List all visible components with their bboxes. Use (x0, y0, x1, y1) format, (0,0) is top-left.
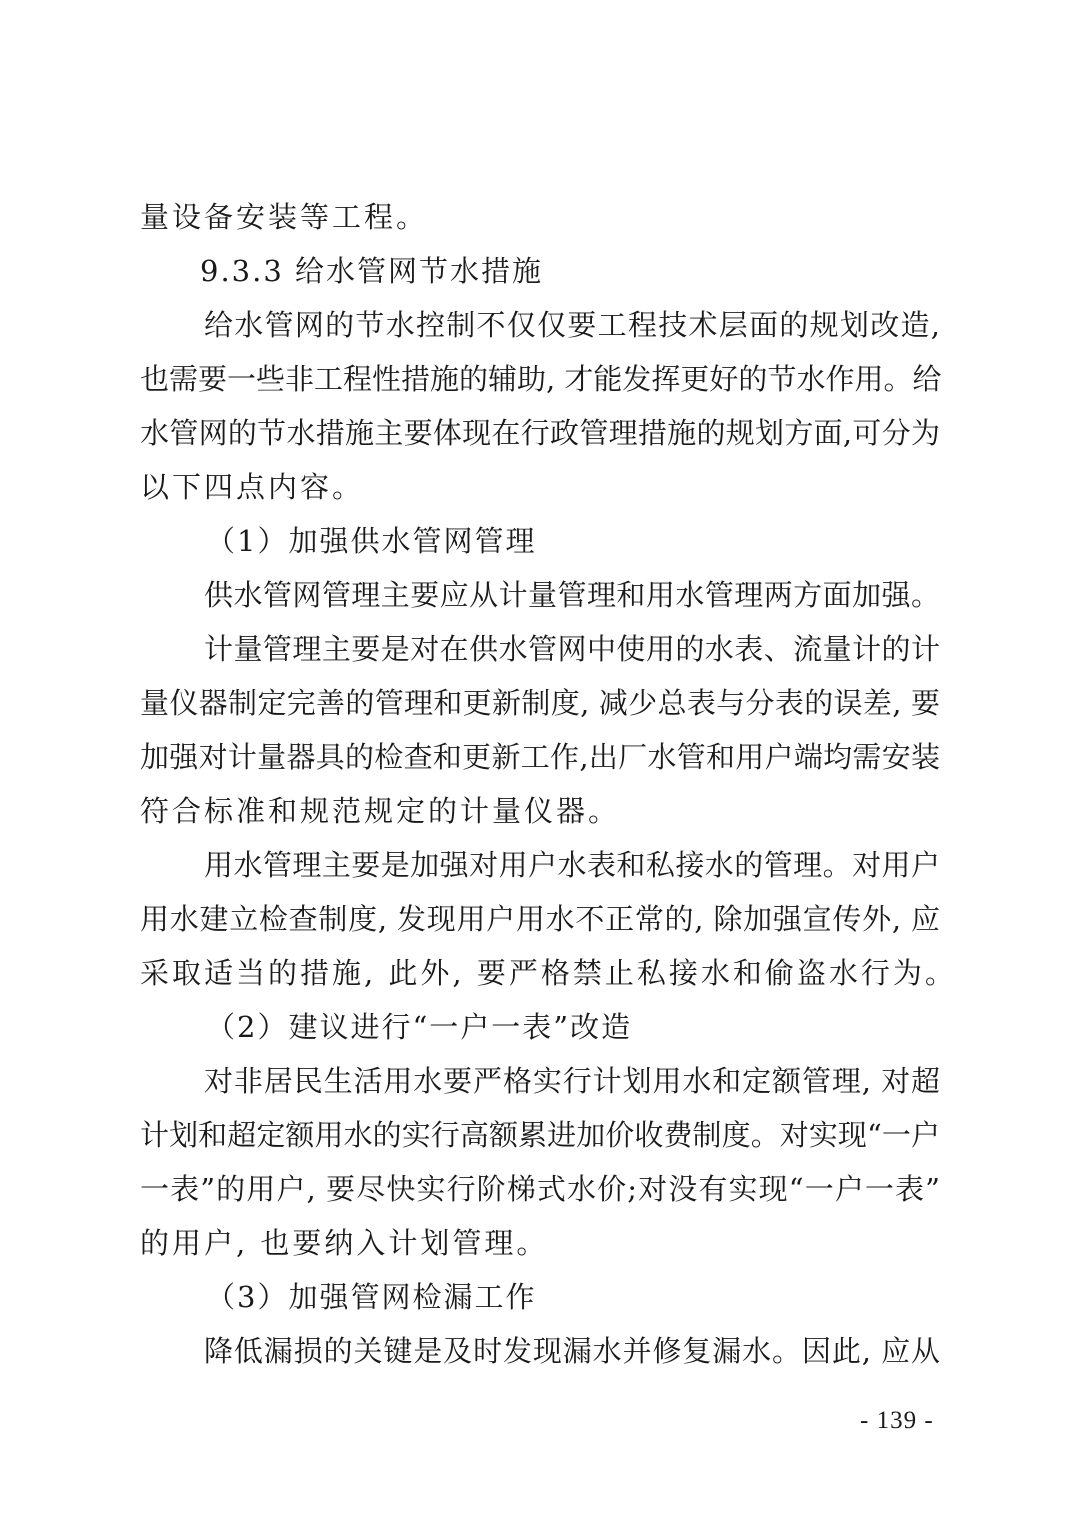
paragraph-line: 计量管理主要是对在供水管网中使用的水表、流量计的计 (204, 632, 940, 666)
subsection-heading: （1）加强供水管网管理 (206, 524, 537, 558)
paragraph-line: 采取适当的措施, 此外, 要严格禁止私接水和偷盗水行为。 (140, 956, 957, 990)
paragraph-line: 量设备安装等工程。 (140, 200, 429, 234)
paragraph-line: 用水建立检查制度, 发现用户用水不正常的, 除加强宣传外, 应 (140, 902, 940, 936)
paragraph-line: 供水管网管理主要应从计量管理和用水管理两方面加强。 (204, 578, 940, 612)
page-number: - 139 - (860, 1407, 934, 1434)
paragraph-line: 量仪器制定完善的管理和更新制度, 减少总表与分表的误差, 要 (140, 686, 940, 720)
paragraph-line: 给水管网的节水控制不仅仅要工程技术层面的规划改造, (204, 308, 940, 342)
paragraph-line: 降低漏损的关键是及时发现漏水并修复漏水。因此, 应从 (204, 1334, 940, 1368)
paragraph-line: 加强对计量器具的检查和更新工作,出厂水管和用户端均需安装 (140, 740, 940, 774)
paragraph-line: 也需要一些非工程性措施的辅助, 才能发挥更好的节水作用。给 (140, 362, 942, 396)
section-heading: 9.3.3 给水管网节水措施 (200, 254, 544, 288)
document-body (140, 190, 957, 1378)
paragraph-line: 计划和超定额用水的实行高额累进加价收费制度。对实现“一户 (140, 1118, 940, 1152)
paragraph-line: 一表”的用户, 要尽快实行阶梯式水价;对没有实现“一户一表” (140, 1172, 940, 1206)
subsection-heading: （3）加强管网检漏工作 (206, 1280, 537, 1314)
paragraph-line: 水管网的节水措施主要体现在行政管理措施的规划方面,可分为 (140, 416, 940, 450)
paragraph-line: 对非居民生活用水要严格实行计划用水和定额管理, 对超 (204, 1064, 940, 1098)
paragraph-line: 符合标准和规范规定的计量仪器。 (140, 794, 621, 828)
paragraph-line: 以下四点内容。 (140, 470, 365, 504)
subsection-heading: （2）建议进行“一户一表”改造 (206, 1010, 633, 1044)
paragraph-line: 用水管理主要是加强对用户水表和私接水的管理。对用户 (204, 848, 940, 882)
paragraph-line: 的用户, 也要纳入计划管理。 (140, 1226, 549, 1260)
